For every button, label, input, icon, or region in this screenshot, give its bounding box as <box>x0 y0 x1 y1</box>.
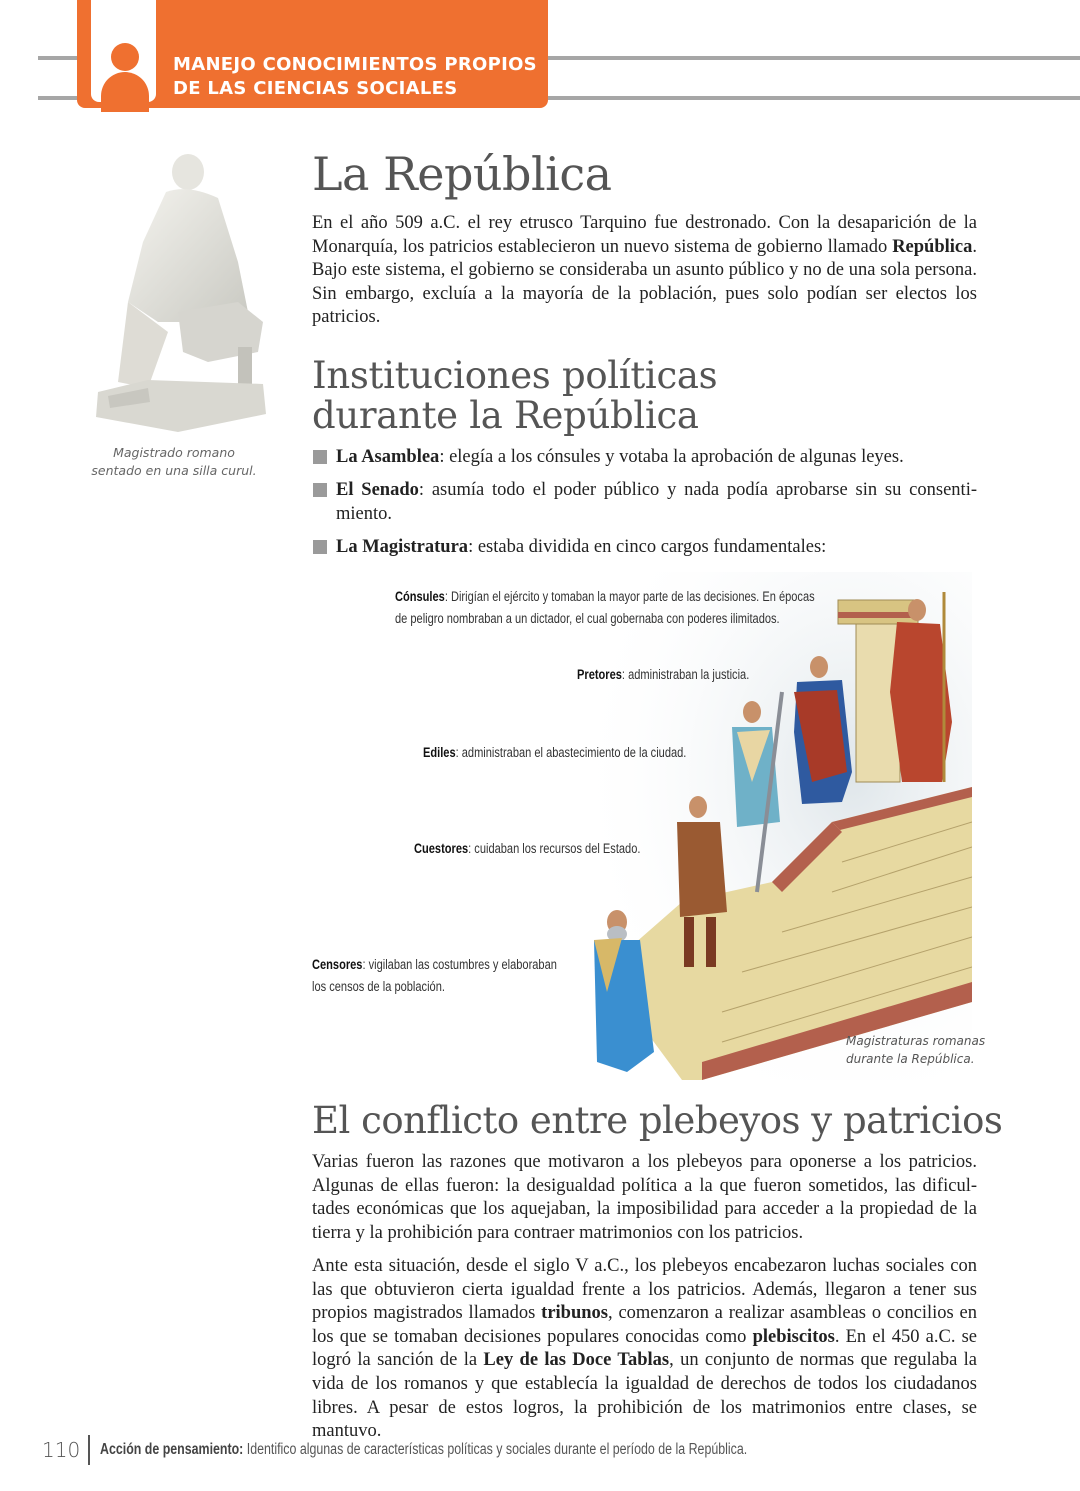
list-item: La Asamblea: elegía a los cónsules y votaba la aprobación de algunas leyes. <box>312 446 977 470</box>
header-rule <box>38 56 82 60</box>
label-pretores: Pretores: administraban la justicia. <box>577 667 750 682</box>
person-icon <box>91 0 156 102</box>
label-censores: Censores: vigilaban las costumbres y elaboraban los censos de la población. <box>312 957 557 994</box>
bullet-square-icon <box>313 540 327 554</box>
section-heading-instituciones: Instituciones políticas durante la República <box>312 354 718 437</box>
footer-note: Acción de pensamiento: Identifico algunas de características políticas y sociales durante el período de la República. <box>99 1441 747 1458</box>
statue-caption: Magistrado romano sentado en una silla curul. <box>91 445 257 478</box>
bullet-square-icon <box>313 483 327 497</box>
page-footer <box>42 1434 909 1466</box>
list-item: El Senado: asumía todo el poder público y nada podía aprobarse sin su consenti-miento. <box>312 479 977 526</box>
section-heading-conflicto: El conflicto entre plebeyos y patricios <box>312 1099 1003 1142</box>
label-consules: Cónsules: Dirigían el ejército y tomaban la mayor parte de las decisiones. En épocas de peligro nombraban a un dictador, el cual gobernaba con poderes ilimitados. <box>395 589 815 626</box>
magistrates-illustration <box>572 572 972 1080</box>
label-cuestores: Cuestores: cuidaban los recursos del Estado. <box>414 841 641 856</box>
conflict-paragraph-2: Ante esta situación, desde el siglo V a.C., los plebeyos encabezaron luchas sociales con las que obtuvieron cierta igualdad frente a los patricios. Además, llegaron a tener sus propios magistrados llamados tribunos, comenzaron a realizar asambleas o concilios en los que se tomaban decisiones populares conocidas como plebiscitos. En el 450 a.C. se logró la sanción de la Ley de las Doce Tablas, un conjunto de normas que regulaba la vida de los romanos y que establecía la igualdad de derechos de todos los ciudadanos libres. A pesar de estos logros, la prohibición de los matrimonios entre clases, se mantuvo. <box>312 1256 977 1442</box>
page-number: 110 <box>42 1438 81 1462</box>
statue-image <box>88 152 268 434</box>
institutions-list <box>312 446 977 569</box>
label-ediles: Ediles: administraban el abastecimiento de la ciudad. <box>423 745 687 760</box>
bullet-square-icon <box>313 450 327 464</box>
conflict-paragraph-1: Varias fueron las razones que motivaron a los plebeyos para oponerse a los patricios. Algunas de ellas fueron: la desigualdad política a la que fueron sometidos, las dificul-tades económicas que los aquejaban, la imposibilidad para acceder a la propiedad de la tierra y la prohibición para contraer matrimonios con los patricios. <box>312 1152 977 1243</box>
footer-divider <box>88 1435 90 1465</box>
header-rule <box>546 56 1080 60</box>
intro-paragraph: En el año 509 a.C. el rey etrusco Tarquino fue destronado. Con la desaparición de la Monarquía, los patricios establecieron un nuevo sistema de gobierno llamado República. Bajo este sistema, el gobierno se consideraba un asunto público y no de una sola persona. Sin embargo, excluía a la mayoría de la población, pues solo podían ser electos los patricios. <box>312 213 977 328</box>
header-rule <box>546 96 1080 100</box>
header-rule <box>38 96 82 100</box>
list-item: La Magistratura: estaba dividida en cinco cargos fundamentales: <box>312 536 977 560</box>
banner-title: MANEJO CONOCIMIENTOS PROPIOS DE LAS CIENCIAS SOCIALES <box>173 54 537 99</box>
illustration-caption: Magistraturas romanas durante la República. <box>846 1034 986 1066</box>
page-title: La República <box>312 147 612 201</box>
section-banner <box>77 0 548 108</box>
